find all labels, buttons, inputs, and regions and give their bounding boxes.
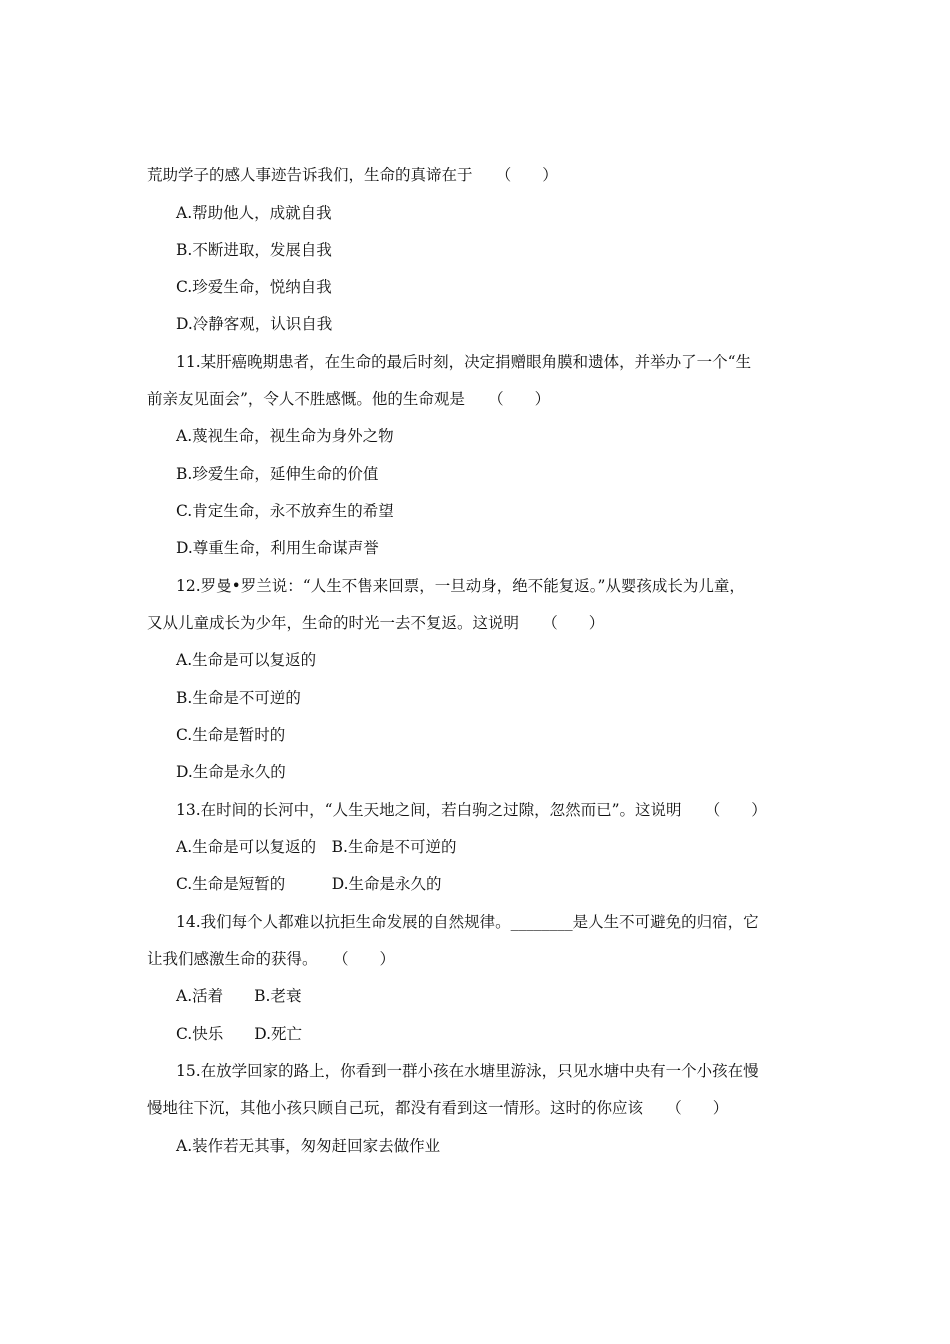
question-14-stem-line-1: 14.我们每个人都难以抗拒生命发展的自然规律。________是人生不可避免的归宿，它	[176, 913, 759, 931]
question-15-option-a: A.装作若无其事，匆匆赶回家去做作业	[176, 1137, 441, 1155]
question-10-option-b: B.不断进取，发展自我	[176, 241, 332, 259]
question-12-stem-line-2: 又从儿童成长为少年，生命的时光一去不复返。这说明 （ ）	[147, 614, 605, 632]
question-10-stem-line-2: 荒助学子的感人事迹告诉我们，生命的真谛在于 （ ）	[147, 166, 558, 184]
question-12-stem-line-1: 12.罗曼•罗兰说：“人生不售来回票，一旦动身，绝不能复返。”从婴孩成长为儿童，	[176, 577, 745, 595]
question-11-option-c: C.肯定生命，永不放弃生的希望	[176, 502, 394, 520]
question-12-option-a: A.生命是可以复返的	[176, 651, 317, 669]
question-10-option-a: A.帮助他人，成就自我	[176, 204, 332, 222]
question-13-stem: 13.在时间的长河中，“人生天地之间，若白驹之过隙，忽然而已”。这说明 （ ）	[176, 801, 767, 819]
question-12-option-c: C.生命是暂时的	[176, 726, 286, 744]
question-13-options-cd: C.生命是短暂的 D.生命是永久的	[176, 875, 442, 893]
question-14-options-cd: C.快乐 D.死亡	[176, 1025, 303, 1043]
question-14-stem-line-2: 让我们感激生命的获得。 （ ）	[147, 950, 396, 968]
question-12-option-b: B.生命是不可逆的	[176, 689, 301, 707]
question-10-option-d: D.冷静客观，认识自我	[176, 315, 333, 333]
question-14-options-ab: A.活着 B.老衰	[176, 987, 302, 1005]
question-15-stem-line-2: 慢地往下沉，其他小孩只顾自己玩，都没有看到这一情形。这时的你应该 （ ）	[147, 1099, 729, 1117]
question-11-option-a: A.蔑视生命，视生命为身外之物	[176, 427, 394, 445]
question-10-option-c: C.珍爱生命，悦纳自我	[176, 278, 332, 296]
question-11-stem-line-2: 前亲友见面会”，令人不胜感慨。他的生命观是 （ ）	[147, 390, 551, 408]
question-11-option-b: B.珍爱生命，延伸生命的价值	[176, 465, 379, 483]
question-11-stem-line-1: 11.某肝癌晚期患者，在生命的最后时刻，决定捐赠眼角膜和遗体，并举办了一个“生	[176, 353, 752, 371]
question-11-option-d: D.尊重生命，利用生命谋声誉	[176, 539, 379, 557]
question-15-stem-line-1: 15.在放学回家的路上，你看到一群小孩在水塘里游泳，只见水塘中央有一个小孩在慢	[176, 1062, 759, 1080]
question-13-options-ab: A.生命是可以复返的 B.生命是不可逆的	[176, 838, 457, 856]
question-12-option-d: D.生命是永久的	[176, 763, 286, 781]
